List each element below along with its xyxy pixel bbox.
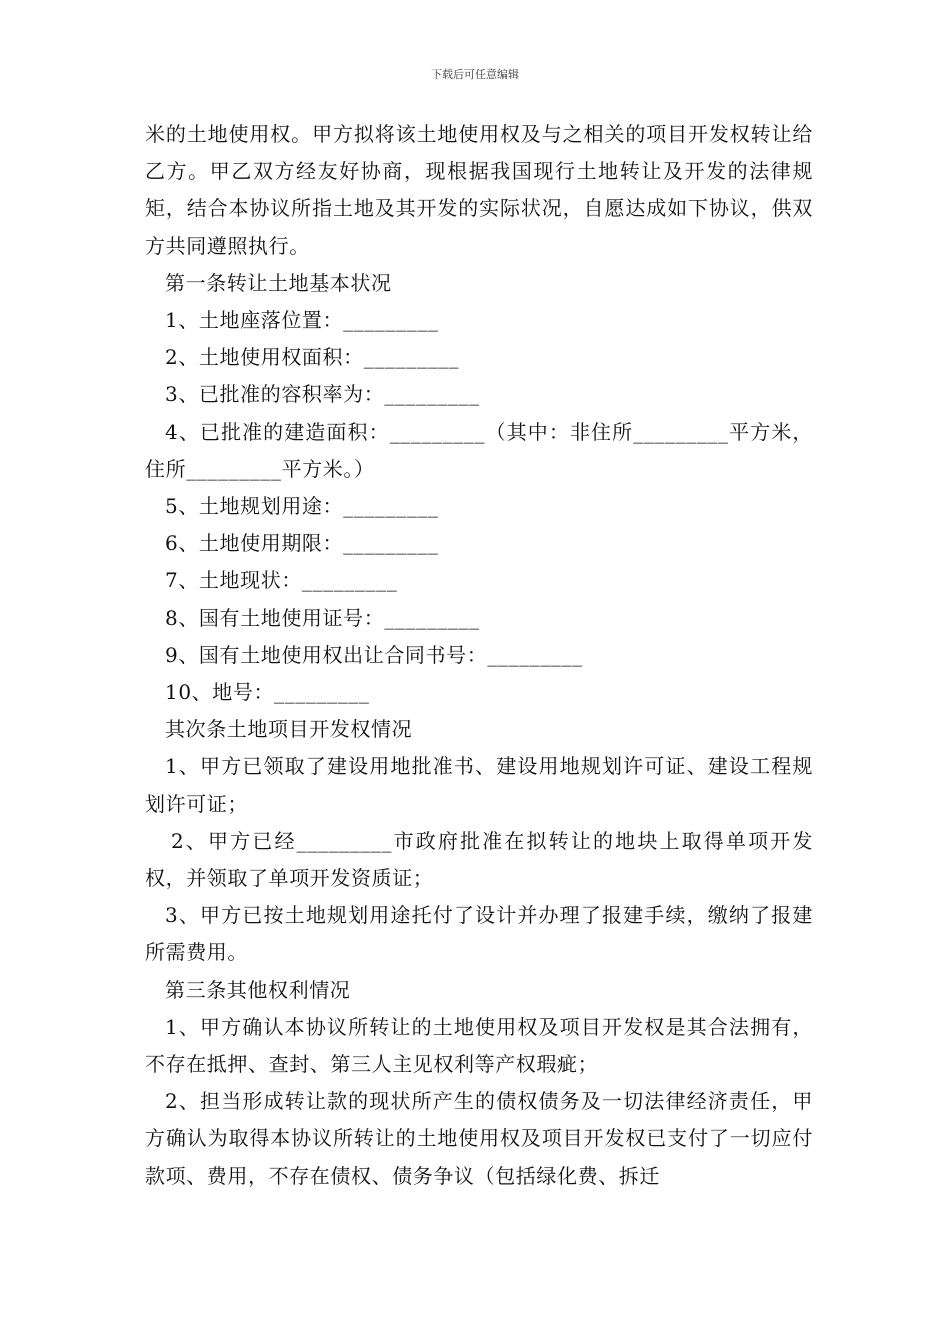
paragraph: 2、甲方已经_________市政府批准在拟转让的地块上取得单项开发权，并领取了单项开发资质证； [145, 828, 813, 891]
paragraph: 其次条土地项目开发权情况 [165, 717, 413, 742]
paragraph: 6、土地使用期限：_________ [165, 531, 439, 556]
paragraph: 8、国有土地使用证号：_________ [165, 605, 480, 630]
paragraph: 5、土地规划用途：_________ [165, 494, 439, 519]
paragraph: 1、甲方已领取了建设用地批准书、建设用地规划许可证、建设工程规划许可证； [145, 754, 813, 816]
paragraph: 1、甲方确认本协议所转让的土地使用权及项目开发权是其合法拥有，不存在抵押、查封、第三人主见权利等产权瑕疵； [145, 1014, 813, 1077]
paragraph: 米的土地使用权。甲方拟将该土地使用权及与之相关的项目开发权转让给乙方。甲乙双方经友好协商，现根据我国现行土地转让及开发的法律规矩，结合本协议所指土地及其开发的实际状况，自愿达成如下协议，供双方共同遵照执行。 [145, 122, 813, 258]
document-body [145, 116, 813, 1195]
paragraph: 第三条其他权利情况 [165, 977, 351, 1002]
page-header: 下载后可任意编辑 [431, 68, 519, 81]
paragraph: 7、土地现状：_________ [165, 568, 398, 593]
paragraph: 10、地号：_________ [165, 680, 370, 705]
paragraph: 第一条转让土地基本状况 [165, 270, 392, 295]
paragraph: 3、已批准的容积率为：_________ [165, 382, 480, 407]
paragraph: 2、土地使用权面积：_________ [165, 345, 460, 370]
paragraph: 2、担当形成转让款的现状所产生的债权债务及一切法律经济责任，甲方确认为取得本协议所转让的土地使用权及项目开发权已支付了一切应付款项、费用，不存在债权、债务争议（包括绿化费、拆迁 [145, 1089, 813, 1188]
paragraph: 4、已批准的建造面积：_________（其中：非住所_________平方米，住所_________平方米。） [145, 419, 813, 481]
paragraph: 3、甲方已按土地规划用途托付了设计并办理了报建手续，缴纳了报建所需费用。 [145, 903, 813, 965]
paragraph: 9、国有土地使用权出让合同书号：_________ [165, 642, 583, 667]
paragraph: 1、土地座落位置：_________ [165, 308, 439, 333]
